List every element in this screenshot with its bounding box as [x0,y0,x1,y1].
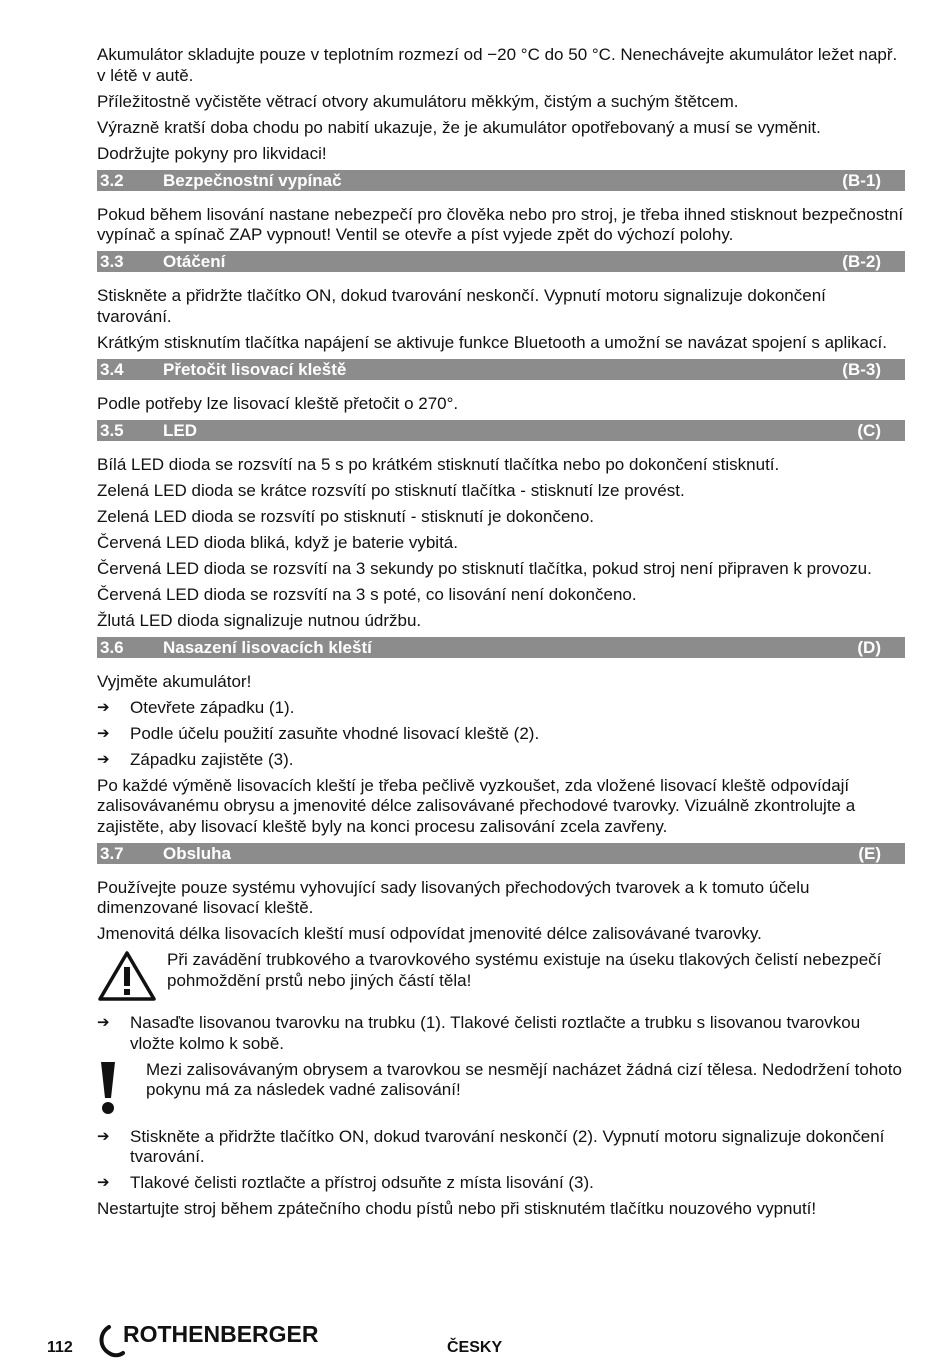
paragraph: Zelená LED dioda se krátce rozsvítí po stisknutí tlačítka - stisknutí lze provést. [97,480,685,500]
section-title: Nasazení lisovacích kleští [163,637,372,657]
section-title: LED [163,420,197,440]
section-header-3-6 [97,637,905,658]
figure-reference: (B-3) [842,359,881,379]
instruction-step [97,724,905,745]
section-header-3-3 [97,251,905,272]
section-header-3-5 [97,420,905,441]
notice-text: Mezi zalisovávaným obrysem a tvarovkou se nesmějí nacházet žádná cizí tělesa. Nedodržení tohoto pokynu má za následek vadné zalisování! [146,1059,902,1099]
step-text: Nasaďte lisovanou tvarovku na trubku (1). Tlakové čelisti roztlačte a trubku s lisovanou tvarovkou vložte kolmo k sobě. [130,1013,861,1053]
paragraph: Červená LED dioda se rozsvítí na 3 sekundy po stisknutí tlačítka, pokud stroj není připraven k provozu. [97,558,872,578]
section-header-3-2 [97,170,905,191]
figure-reference: (B-2) [842,252,881,271]
section-number: 3.6 [100,637,124,657]
warning-triangle-icon [97,950,167,1008]
page-number: 112 [47,1339,73,1356]
paragraph: Pokud během lisování nastane nebezpečí pro člověka nebo pro stroj, je třeba ihned stisknout bezpečnostní vypínač a spínač ZAP vypnout! Ventil se otevře a píst vyjede zpět do výchozí polohy. [97,204,904,244]
page-footer [0,1321,950,1361]
section-header-3-4 [97,359,905,380]
arrow-right-icon: ➔ [97,750,110,768]
step-text: Podle účelu použití zasuňte vhodné lisovací kleště (2). [130,723,540,743]
section-number: 3.2 [100,170,124,190]
arrow-right-icon: ➔ [97,698,110,716]
brand-text: ROTHENBERGER [123,1321,319,1347]
paragraph: Stiskněte a přidržte tlačítko ON, dokud tvarování neskončí. Vypnutí motoru signalizuje dokončení tvarování. [97,286,826,326]
section-header-3-7 [97,843,905,864]
arrow-right-icon: ➔ [97,1014,110,1031]
section-number: 3.5 [100,420,124,440]
paragraph: Zelená LED dioda se rozsvítí po stisknutí - stisknutí je dokončeno. [97,506,595,526]
paragraph: Červená LED dioda bliká, když je baterie vybitá. [97,532,458,552]
section-number: 3.7 [100,843,124,863]
instruction-step [97,698,905,719]
step-text: Otevřete západku (1). [130,697,295,717]
paragraph: Používejte pouze systému vyhovující sady lisovaných přechodových tvarovek a k tomuto účelu dimenzované lisovací kleště. [97,877,810,917]
instruction-step [97,1127,905,1168]
intro-paragraph: Akumulátor skladujte pouze v teplotním rozmezí od −20 °C do 50 °C. Nenechávejte akumulátor ležet např. v létě v autě. [97,45,898,85]
arrow-right-icon: ➔ [97,1127,110,1145]
arrow-right-icon: ➔ [97,1174,110,1191]
instruction-step [97,750,905,771]
paragraph: Bílá LED dioda se rozsvítí na 5 s po krátkém stisknutí tlačítka nebo po dokončení stisknutí. [97,454,780,474]
instruction-step [97,1013,905,1054]
paragraph: Po každé výměně lisovacích kleští je třeba pečlivě vyzkoušet, zda vložené lisovací kleště odpovídají zalisovávanému obrysu a jmenovité délce zalisovávané přechodové tvarovky. Vizuálně zkontrolujte a zajistěte, aby lisovací kleště byly na konci procesu zalisování zcela zavřeny. [97,775,856,836]
notice-note [97,1060,905,1122]
figure-reference: (E) [858,843,881,863]
rothenberger-logo [97,1321,357,1361]
paragraph: Krátkým stisknutím tlačítka napájení se aktivuje funkce Bluetooth a umožní se navázat spojení s aplikací. [97,332,887,352]
paragraph: Podle potřeby lze lisovací kleště přetočit o 270°. [97,393,459,413]
intro-paragraph: Příležitostně vyčistěte větrací otvory akumulátoru měkkým, čistým a suchým štětcem. [97,91,739,111]
paragraph: Červená LED dioda se rozsvítí na 3 s poté, co lisování není dokončeno. [97,584,637,604]
warning-text: Při zavádění trubkového a tvarovkového systému existuje na úseku tlakových čelistí nebezpečí pohmoždění prstů nebo jiných částí těla! [167,950,882,990]
warning-note [97,950,905,1008]
intro-paragraph: Výrazně kratší doba chodu po nabití ukazuje, že je akumulátor opotřebovaný a musí se vyměnit. [97,117,821,137]
section-number: 3.3 [100,252,124,271]
step-text: Tlakové čelisti roztlačte a přístroj odsuňte z místa lisování (3). [130,1173,594,1192]
section-title: Otáčení [163,252,226,271]
paragraph: Žlutá LED dioda signalizuje nutnou údržbu. [97,610,422,630]
arrow-right-icon: ➔ [97,724,110,742]
paragraph: Nestartujte stroj během zpátečního chodu pístů nebo při stisknutém tlačítku nouzového vypnutí! [97,1199,817,1218]
section-title: Obsluha [163,843,232,863]
section-title: Bezpečnostní vypínač [163,170,342,190]
instruction-step [97,1173,905,1194]
step-text: Stiskněte a přidržte tlačítko ON, dokud tvarování neskončí (2). Vypnutí motoru signalizuje dokončení tvarování. [130,1126,885,1166]
step-text: Západku zajistěte (3). [130,749,294,769]
paragraph: Vyjměte akumulátor! [97,671,252,691]
exclamation-icon [97,1060,146,1122]
figure-reference: (B-1) [842,170,881,190]
figure-reference: (C) [857,420,881,440]
manual-page [97,45,905,1225]
intro-paragraph: Dodržujte pokyny pro likvidaci! [97,143,327,163]
paragraph: Jmenovitá délka lisovacích kleští musí odpovídat jmenovité délce zalisovávané tvarovky. [97,924,762,943]
language-label: ČESKY [447,1339,503,1356]
figure-reference: (D) [857,637,881,657]
section-title: Přetočit lisovací kleště [163,359,347,379]
section-number: 3.4 [100,359,124,379]
